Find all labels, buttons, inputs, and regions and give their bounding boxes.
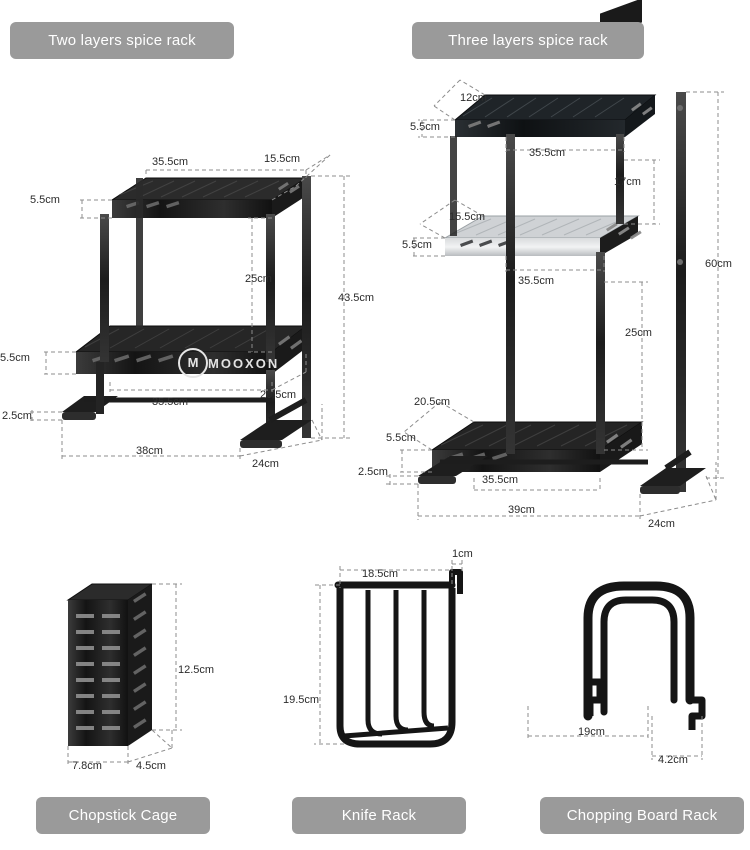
- dim-two-total-height: 43.5cm: [338, 292, 375, 304]
- dim-two-top-lip: 5.5cm: [30, 194, 60, 206]
- dim-chopping-width: 19cm: [578, 726, 605, 738]
- chopstick-cage-drawing: [68, 584, 182, 766]
- label-three-layers-spice-rack: Three layers spice rack: [412, 22, 644, 59]
- three-layer-rack-drawing: [386, 0, 724, 520]
- dim-two-bottom-depth: 20.5cm: [260, 389, 297, 401]
- dim-three-gap-bottom: 25cm: [625, 327, 652, 339]
- dim-three-bottom-lip: 5.5cm: [386, 432, 416, 444]
- dim-three-top-depth: 12cm: [460, 92, 487, 104]
- dim-knife-height: 19.5cm: [283, 694, 320, 706]
- dim-two-top-depth: 15.5cm: [264, 153, 301, 165]
- dim-chopstick-height: 12.5cm: [178, 664, 215, 676]
- watermark-logo: M: [178, 348, 208, 378]
- label-knife-rack: Knife Rack: [292, 797, 466, 834]
- label-two-layers-spice-rack: Two layers spice rack: [10, 22, 234, 59]
- dim-three-bottom-width: 35.5cm: [482, 474, 519, 486]
- dim-chopstick-depth: 4.5cm: [136, 760, 166, 772]
- dim-two-base-depth: 24cm: [252, 458, 279, 470]
- dim-two-bottom-width: 35.5cm: [152, 396, 189, 408]
- dim-three-top-lip: 5.5cm: [410, 121, 440, 133]
- label-chopping-board-rack: Chopping Board Rack: [540, 797, 744, 834]
- dim-three-gap-top: 17cm: [614, 176, 641, 188]
- dim-two-bottom-lip: 5.5cm: [0, 352, 30, 364]
- dim-three-bottom-depth: 20.5cm: [414, 396, 451, 408]
- dim-three-mid-width: 35.5cm: [518, 275, 555, 287]
- dim-three-base-depth: 24cm: [648, 518, 675, 530]
- dim-three-mid-lip: 5.5cm: [402, 239, 432, 251]
- dim-chopping-hook: 4.2cm: [658, 754, 688, 766]
- dim-knife-width: 18.5cm: [362, 568, 399, 580]
- dim-three-top-width: 35.5cm: [529, 147, 566, 159]
- knife-rack-drawing: [314, 560, 462, 744]
- dim-three-base-width: 39cm: [508, 504, 535, 516]
- watermark-text: MOOXON: [208, 356, 280, 371]
- dim-three-mid-depth: 15.5cm: [449, 211, 486, 223]
- dim-three-foot-height: 2.5cm: [358, 466, 388, 478]
- dim-two-top-width: 35.5cm: [152, 156, 189, 168]
- dim-three-total-height: 60cm: [705, 258, 732, 270]
- dim-two-mid-height: 25cm: [245, 273, 272, 285]
- dim-chopstick-width: 7.8cm: [72, 760, 102, 772]
- label-chopstick-cage: Chopstick Cage: [36, 797, 210, 834]
- two-layer-rack-drawing: [28, 155, 350, 460]
- chopping-board-rack-drawing: [528, 586, 702, 760]
- dim-two-foot-height: 2.5cm: [2, 410, 32, 422]
- dim-two-base-width: 38cm: [136, 445, 163, 457]
- dim-knife-hook: 1cm: [452, 548, 473, 560]
